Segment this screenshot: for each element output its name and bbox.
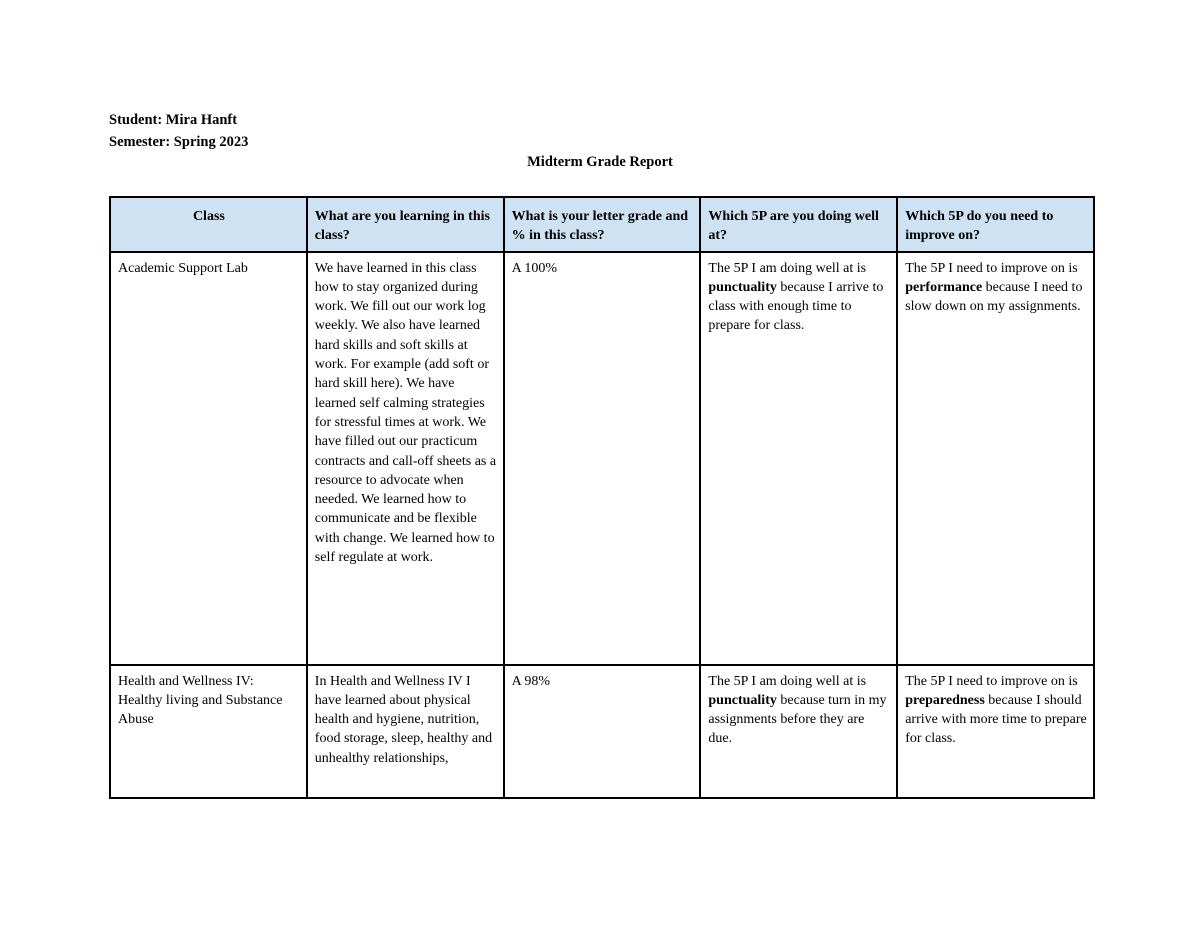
page-title: Midterm Grade Report [527,154,673,170]
table-header-row [110,197,1094,252]
column-header-learning: What are you learning in this class? [307,197,504,252]
column-header-doing-well: Which 5P are you doing well at? [700,197,897,252]
doing-well-p: punctuality [708,279,777,295]
column-header-improve: Which 5P do you need to improve on? [897,197,1094,252]
doing-well-suffix: because I arrive to class with enough time to prepare for class. [708,279,884,334]
table-row [110,665,1094,798]
doing-well-cell [700,252,897,665]
class-cell: Academic Support Lab [110,252,307,665]
doing-well-cell [700,665,897,798]
column-header-grade: What is your letter grade and % in this class? [504,197,701,252]
student-info [109,109,248,153]
improve-suffix: because I should arrive with more time to prepare for class. [905,692,1087,747]
semester: Semester: Spring 2023 [109,134,249,150]
learning-cell: We have learned in this class how to stay organized during work. We fill out our work log weekly. We also have learned hard skills and soft skills at work. For example (add soft or hard skill here). We have learned self calming strategies for stressful times at work. We have filled out our practicum contracts and call-off sheets as a resource to advocate when needed. We learned how to communicate and be flexible with change. We learned how to self regulate at work. [307,252,504,665]
grade-report-table [109,196,1095,799]
improve-cell [897,665,1094,798]
improve-prefix: The 5P I need to improve on is [905,260,1078,276]
doing-well-p: punctuality [708,692,777,708]
grade-cell: A 100% [504,252,701,665]
improve-p: performance [905,279,983,295]
grade-cell: A 98% [504,665,701,798]
doing-well-prefix: The 5P I am doing well at is [708,260,867,276]
improve-prefix: The 5P I need to improve on is [905,673,1078,689]
learning-cell: In Health and Wellness IV I have learned about physical health and hygiene, nutrition, food storage, sleep, healthy and unhealthy relationships, [307,665,504,798]
improve-suffix: because I need to slow down on my assignments. [905,279,1083,315]
doing-well-suffix: because turn in my assignments before they are due. [708,692,887,747]
improve-p: preparedness [905,692,985,708]
table-row [110,252,1094,665]
student-name: Student: Mira Hanft [109,112,238,128]
doing-well-prefix: The 5P I am doing well at is [708,673,867,689]
improve-cell [897,252,1094,665]
column-header-class: Class [110,197,307,252]
class-cell: Health and Wellness IV: Healthy living and Substance Abuse [110,665,307,798]
